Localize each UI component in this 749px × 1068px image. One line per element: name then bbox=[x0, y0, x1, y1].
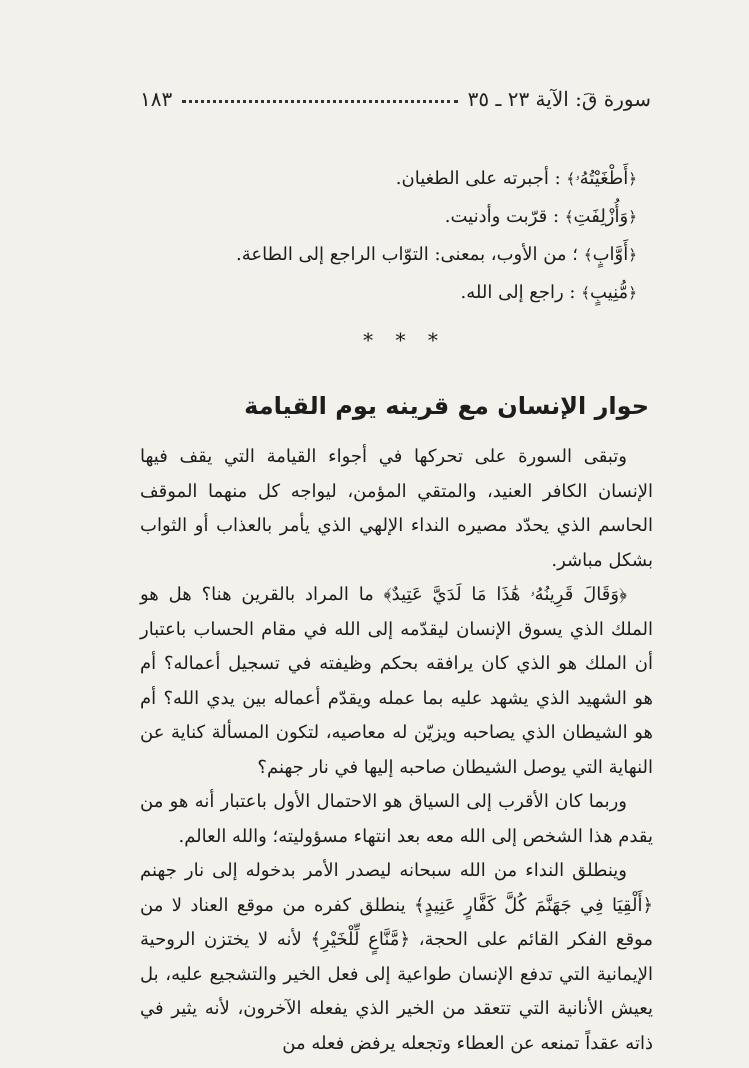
glossary-entry: ﴿وَأُزْلِفَتِ﴾ : قرّبت وأدنيت. bbox=[444, 206, 637, 227]
paragraph: وربما كان الأقرب إلى السياق هو الاحتمال الأول باعتبار أنه هو من يقدم هذا الشخص إلى الله معه بعد انتهاء مسؤوليته؛ والله العالم. bbox=[140, 791, 653, 847]
asterisk-divider: * * * bbox=[363, 328, 446, 352]
page-number: ١٨٣ bbox=[140, 87, 173, 111]
glossary-term: أَوَّابٍ bbox=[592, 244, 629, 265]
glossary-entry: ﴿مُّنِيبٍ﴾ : راجع إلى الله. bbox=[460, 282, 637, 303]
running-head bbox=[140, 86, 651, 112]
glossary-entry: ﴿أَوَّابٍ﴾ ؛ من الأوب، بمعنى: التوّاب الراجع إلى الطاعة. bbox=[235, 244, 637, 265]
glossary-definition: : قرّبت وأدنيت. bbox=[444, 206, 560, 227]
glossary-definition: : راجع إلى الله. bbox=[460, 282, 576, 303]
section-heading: حوار الإنسان مع قرينه يوم القيامة bbox=[244, 392, 649, 420]
paragraph: ﴿وَقَالَ قَرِينُهُۥ هَٰذَا مَا لَدَيَّ عَتِيدٌ﴾ ما المراد بالقرين هنا؟ هل هو الملك الذي يسوق الإنسان ليقدّمه إلى الله في مقام الحساب باعتبار أن الملك هو الذي كان يرافقه بحكم وظيفته في تسجيل أعماله؟ أم هو الشهيد الذي يشهد عليه بما عمله ويقدّم أعماله بين يدي الله؟ أم هو الشيطان الذي يصاحبه ويزيّن له معاصيه، لتكون المسألة كناية عن النهاية التي يوصل الشيطان صاحبه إليها في نار جهنم؟ bbox=[140, 584, 653, 778]
glossary-definition: ؛ من الأوب، بمعنى: التوّاب الراجع إلى الطاعة. bbox=[235, 244, 579, 265]
paragraph: وينطلق النداء من الله سبحانه ليصدر الأمر بدخوله إلى نار جهنم ﴿أَلْقِيَا فِي جَهَنَّمَ كُلَّ كَفَّارٍ عَنِيدٍ﴾ ينطلق كفره من موقع العناد لا من موقع الفكر القائم على الحجة، ﴿مَّنَّاعٍ لِّلْخَيْرِ﴾ لأنه لا يختزن الروحية الإيمانية التي تدفع الإنسان طواعية إلى فعل الخير والتشجيع عليه، بل يعيش الأنانية التي تتعقد من الخير الذي يفعله الآخرون، لأنه يثير في ذاته عقداً تمنعه عن العطاء وتجعله يرفض فعله من bbox=[140, 860, 653, 1054]
glossary-term: مُّنِيبٍ bbox=[590, 282, 629, 303]
glossary-entry: ﴿أَطْغَيْتُهُۥ﴾ : أجبرته على الطغيان. bbox=[395, 168, 637, 189]
glossary-term: أَطْغَيْتُهُۥ bbox=[575, 168, 629, 189]
paragraph: وتبقى السورة على تحركها في أجواء القيامة التي يقف فيها الإنسان الكافر العنيد، والمتقي المؤمن، ليواجه كل منهما الموقف الحاسم الذي يحدّد مصيره النداء الإلهي الذي يأمر بالعذاب أو الثواب بشكل مباشر. bbox=[140, 446, 653, 571]
leader-dots bbox=[182, 100, 457, 103]
section-divider bbox=[0, 328, 749, 352]
glossary bbox=[140, 160, 637, 312]
glossary-definition: : أجبرته على الطغيان. bbox=[395, 168, 561, 189]
glossary-term: وَأُزْلِفَتِ bbox=[573, 206, 629, 227]
body-text bbox=[140, 440, 653, 1061]
surah-title: سورة قَ: الآية ٢٣ ـ ٣٥ bbox=[467, 87, 651, 111]
